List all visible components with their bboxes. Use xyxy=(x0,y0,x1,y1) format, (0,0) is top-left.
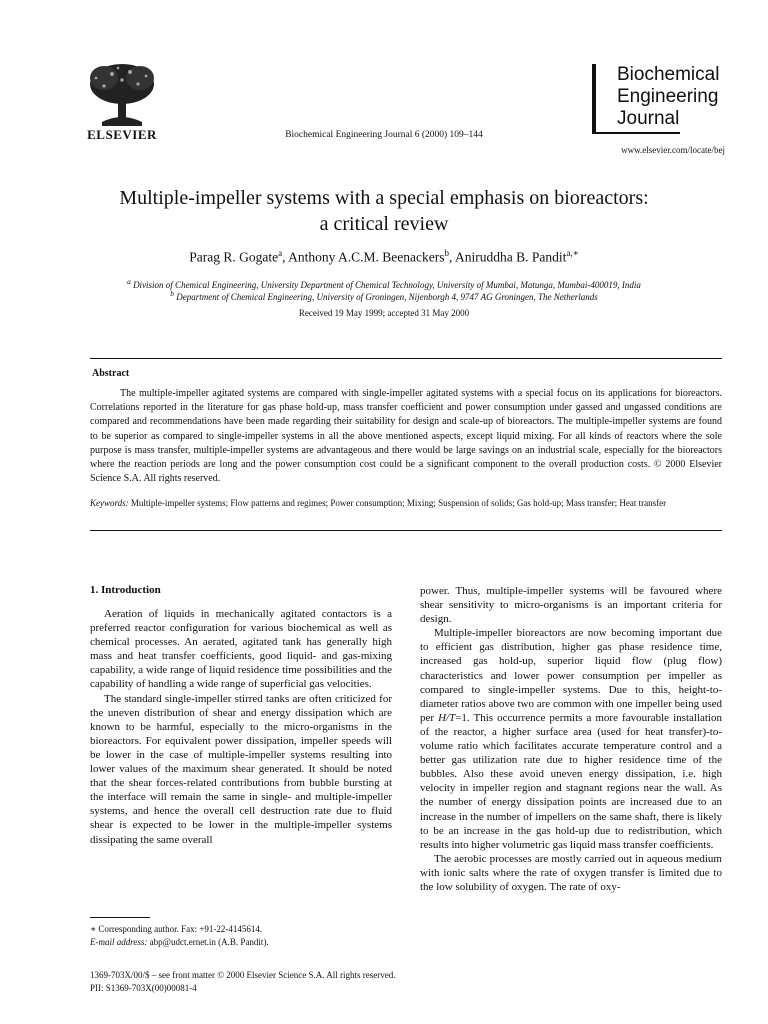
abstract-text: The multiple-impeller agitated systems are compared with single-impeller agitated systems with a special focus on its applications for bioreactors. Correlations reported in the literature for gas phase hold-up, mass transfer coefficient and power consumption under gassed and ungassed conditions are compared and recommendations have been made regarding their suitability for design and scale-up of bioreactors. The multiple-impeller systems are found to be superior as compared to single-impeller systems in all the above mentioned aspects, except liquid mixing. For all kinds of reactors where the sole purpose is mass transfer, multiple-impeller systems are advantageous and there would be large savings on an industrial scale, especially for the bioreactors where the reaction periods are long and the power consumption cost could be a significant component to the overall production costs. © 2000 Elsevier Science S.A. All rights reserved. xyxy=(90,388,722,485)
journal-logo-line: Engineering xyxy=(617,86,719,107)
front-matter-line: 1369-703X/00/$ – see front matter © 2000 Elsevier Science S.A. All rights reserved. xyxy=(90,970,396,980)
corresponding-author: ∗ Corresponding author. Fax: +91-22-4145614. xyxy=(90,924,263,934)
paragraph: Aeration of liquids in mechanically agitated contactors is a preferred reactor configuration for various biochemical as well as chemical processes. An aerated, agitated tank has generally high mass and heat transfer coefficients, good liquid- and gas-mixing capability, a wide range of liquid residence time possibilities and the capability of handling a wide range of superficial gas velocities. xyxy=(90,608,392,691)
pii-line: PII: S1369-703X(00)00081-4 xyxy=(90,983,197,993)
journal-logo-rule xyxy=(592,64,596,134)
footnote-rule xyxy=(90,917,150,918)
divider xyxy=(90,358,722,359)
body-column-right xyxy=(420,584,722,894)
paragraph: The aerobic processes are mostly carried out in aqueous medium with ionic salts where the rate of oxygen transfer is limited due to the low solubility of oxygen. The rate of oxy- xyxy=(420,852,722,893)
affiliation-text: Division of Chemical Engineering, University Department of Chemical Technology, University of Mumbai, Matunga, Mumbai-400019, India xyxy=(133,280,641,290)
keywords-label: Keywords: xyxy=(90,498,129,508)
author-affil-mark: a xyxy=(278,248,283,258)
publisher-name: ELSEVIER xyxy=(87,127,157,142)
paragraph xyxy=(420,626,722,852)
divider xyxy=(90,530,722,531)
author-name: Aniruddha B. Pandit xyxy=(455,249,567,265)
affiliation-b: $^b$ Department of Chemical Engineering, University of Groningen, Nijenborgh 4, 9747 AG Groningen, The Netherlands xyxy=(170,289,598,302)
author-affil-mark: b xyxy=(444,248,449,258)
email-address[interactable]: abp@udct.ernet.in (A.B. Pandit). xyxy=(147,937,269,947)
paragraph: The standard single-impeller stirred tanks are often criticized for the uneven distribution of shear and energy dissipation which are known to be harmful, especially to the micro-organisms in the bioreactors. For equivalent power dissipation, impeller speeds will be lower in the case of multiple-impeller systems resulting into lower values of the maximum shear generated. It should be noted that the shear forces-related contributions from bubble bursting at the interface will remain the same in single- and multiple-impeller systems, and hence the overall cell destruction rate due to fluid shear is expected to be lower in the multiple-impeller systems dissipating the same overall xyxy=(90,692,392,846)
email-label: E-mail address: xyxy=(90,937,148,947)
author-name: Anthony A.C.M. Beenackers xyxy=(288,249,445,265)
body-column-left xyxy=(90,607,392,847)
journal-url[interactable]: www.elsevier.com/locate/bej xyxy=(621,145,725,155)
author-list: Parag R. Gogate$^a$, Anthony A.C.M. Beenackers$^b$, Aniruddha B. Pandit$^{a,∗}$ xyxy=(189,248,579,265)
journal-logo-line: Journal xyxy=(617,108,680,129)
article-title xyxy=(60,185,708,237)
keywords xyxy=(90,497,722,510)
journal-logo-line: Biochemical xyxy=(617,64,720,85)
author-affil-mark: a,∗ xyxy=(566,248,579,258)
paragraph-text: =1. This occurrence permits a more favourable installation of the reactor, a higher surface area (used for heat transfer)-to-volume ratio which facilitates accurate temperature control and a better gas utilization rate due to higher residence time of the bubbles. Also these avoid uneven energy dissipation, i.e. high velocity in impeller region and stagnant regions near the wall. As the number of energy dissipation points are increased due to an increase in the number of impellers on the same shaft, there is likely to be an increase in the gas hold-up due to redistribution, which results into higher volumetric gas liquid mass transfer coefficients. xyxy=(420,711,722,851)
author-name: Parag R. Gogate xyxy=(189,249,279,265)
received-dates: Received 19 May 1999; accepted 31 May 2000 xyxy=(298,308,470,318)
email-line xyxy=(90,936,392,948)
title-line: Multiple-impeller systems with a special emphasis on bioreactors: xyxy=(119,187,649,209)
paragraph-text: Multiple-impeller bioreactors are now becoming important due to efficient gas distribution, higher gas phase residence time, increased gas hold-up, superior liquid flow (plug flow) characteristics and lower power consumption per impeller as compared to single-impeller systems. Due to this, height-to-diameter ratios above two are common with one impeller being used per xyxy=(420,627,722,724)
keywords-text: Multiple-impeller systems; Flow patterns and regimes; Power consumption; Mixing; Suspension of solids; Gas hold-up; Mass transfer; Heat transfer xyxy=(130,498,667,508)
ratio-symbol: H/T xyxy=(438,711,456,724)
journal-logo-baseline xyxy=(592,132,680,134)
journal-citation: Biochemical Engineering Journal 6 (2000) 109–144 xyxy=(285,130,483,140)
abstract-heading: Abstract xyxy=(92,368,130,379)
affiliation-text: Department of Chemical Engineering, University of Groningen, Nijenborgh 4, 9747 AG Groningen, The Netherlands xyxy=(176,292,598,302)
section-heading: 1. Introduction xyxy=(90,584,161,596)
title-line: a critical review xyxy=(319,213,449,235)
paragraph: power. Thus, multiple-impeller systems will be favoured where shear sensitivity to micro-organisms is an important criteria for design. xyxy=(420,585,722,626)
affiliation-a: $^a$ Division of Chemical Engineering, University Department of Chemical Technology, University of Mumbai, Matunga, Mumbai-400019, India xyxy=(127,277,641,290)
